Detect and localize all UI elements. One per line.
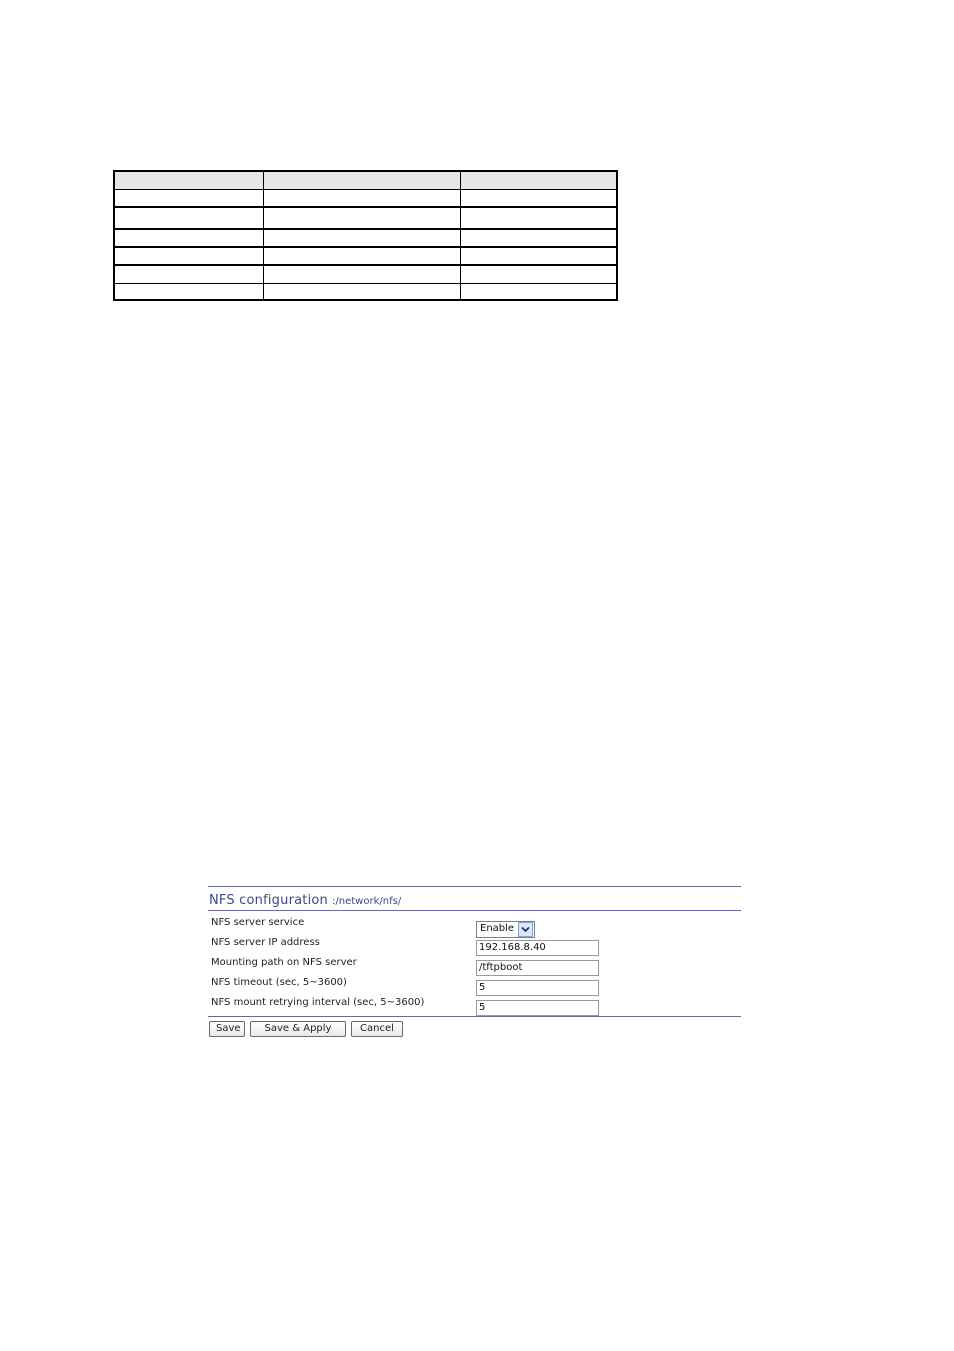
table-cell [114,207,264,229]
breadcrumb-slash: / [335,896,339,907]
select-value: Enable [480,923,515,934]
table-cell [264,265,461,283]
table-row [114,229,617,247]
table-cell [461,283,618,300]
row-mounting-path [208,953,741,973]
table-cell [264,207,461,229]
table-cell [114,265,264,283]
empty-table [113,170,618,301]
breadcrumb-link-nfs[interactable]: nfs [382,896,398,907]
row-nfs-mount-retry [208,993,741,1013]
field-label: NFS server service [211,917,305,928]
table-cell [264,229,461,247]
table-row [114,247,617,265]
table-row [114,207,617,229]
field-label: NFS server IP address [211,937,320,948]
save-button[interactable]: Save [209,1021,245,1037]
field-label: NFS mount retrying interval (sec, 5~3600) [211,997,425,1008]
breadcrumb-slash: / [397,896,402,907]
field-label: Mounting path on NFS server [211,957,357,968]
table-cell [461,171,618,189]
breadcrumb [335,895,401,909]
nfs-configuration-panel [208,886,741,1037]
nfs-retry-interval-input[interactable] [476,1000,599,1016]
save-and-apply-button[interactable]: Save & Apply [250,1021,346,1037]
table-cell [114,283,264,300]
page-title: NFS configuration [209,893,328,908]
table-cell [461,189,618,207]
table-row [114,283,617,300]
cancel-button[interactable]: Cancel [351,1021,403,1037]
row-nfs-server-service [208,913,741,933]
table-row [114,265,617,283]
table-cell [264,247,461,265]
table-header-row [114,171,617,189]
breadcrumb-link-network[interactable]: network [338,896,380,907]
table-cell [461,265,618,283]
row-nfs-server-ip [208,933,741,953]
table-cell [114,171,264,189]
breadcrumb-slash: / [379,896,383,907]
panel-header [208,887,741,911]
input-wrap [476,995,599,1016]
title-separator: : [332,896,336,907]
row-nfs-timeout [208,973,741,993]
table-cell [114,229,264,247]
button-bar [208,1017,741,1037]
table-cell [114,247,264,265]
table-cell [461,207,618,229]
table-cell [461,247,618,265]
field-label: NFS timeout (sec, 5~3600) [211,977,347,988]
table-row [114,189,617,207]
settings-rows [208,911,741,1017]
table-cell [114,189,264,207]
table-cell [264,171,461,189]
table-cell [461,229,618,247]
table-cell [264,283,461,300]
table-cell [264,189,461,207]
